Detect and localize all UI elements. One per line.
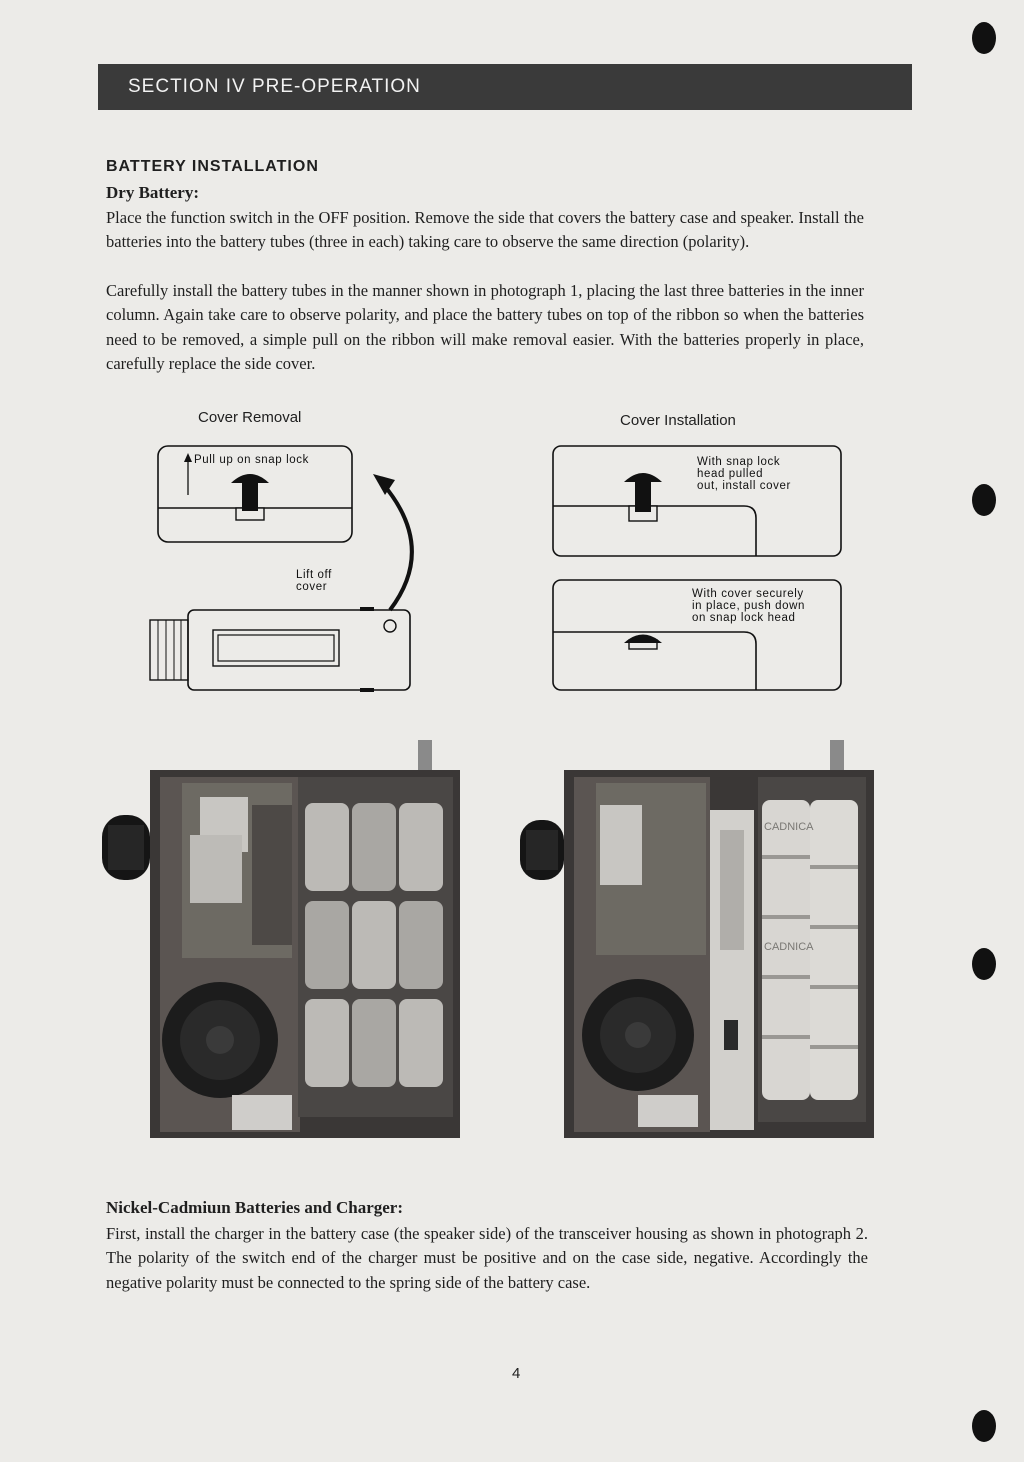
binder-hole-bottom	[972, 1410, 996, 1442]
cadnica-label-2: CADNICA	[764, 941, 814, 953]
dry-battery-paragraph-2: Carefully install the battery tubes in the manner shown in photograph 1, placing the last three batteries in the inner column. Again take care to observe polarity, and place the battery tubes on top of the ribbon so when the batteries need to be removed, a simple pull on the ribbon will make removal easier. With the batteries properly in place, carefully replace the side cover.	[106, 281, 864, 374]
dry-battery-paragraph-1: Place the function switch in the OFF position. Remove the side that covers the battery case and speaker. Install the batteries into the battery tubes (three in each) taking care to observe the same direction (polarity).	[106, 208, 864, 252]
snap-lock-pulled-label: With snap lock head pulled out, install cover	[697, 456, 791, 492]
push-snap-lock-label: With cover securely in place, push down on snap lock head	[692, 588, 806, 624]
section-heading: BATTERY INSTALLATION	[106, 158, 319, 175]
lift-cover-label: Lift off cover	[296, 569, 332, 593]
binder-hole-top	[972, 22, 996, 54]
binder-hole-middle	[972, 948, 996, 980]
pull-snap-lock-label: Pull up on snap lock	[194, 454, 309, 466]
page-number: 4	[512, 1365, 521, 1382]
cadnica-label-1: CADNICA	[764, 821, 814, 833]
cover-installation-title: Cover Installation	[620, 412, 736, 429]
nicad-subheading: Nickel-Cadmiuın Batteries and Charger:	[106, 1198, 404, 1217]
section-header: SECTION IV PRE-OPERATION	[98, 64, 912, 110]
cover-removal-title: Cover Removal	[198, 409, 302, 426]
photo-2-nicad-batteries	[518, 735, 890, 1140]
dry-battery-subheading: Dry Battery:	[106, 183, 199, 202]
photo-1-dry-batteries	[102, 735, 474, 1140]
nicad-paragraph: First, install the charger in the battery case (the speaker side) of the transceiver housing as shown in photograph 2. The polarity of the switch end of the charger must be positive and on the case side, negative. Accordingly the negative polarity must be connected to the spring side of the battery case.	[106, 1224, 868, 1292]
binder-hole-upper	[972, 484, 996, 516]
cover-removal-diagram	[145, 440, 445, 700]
